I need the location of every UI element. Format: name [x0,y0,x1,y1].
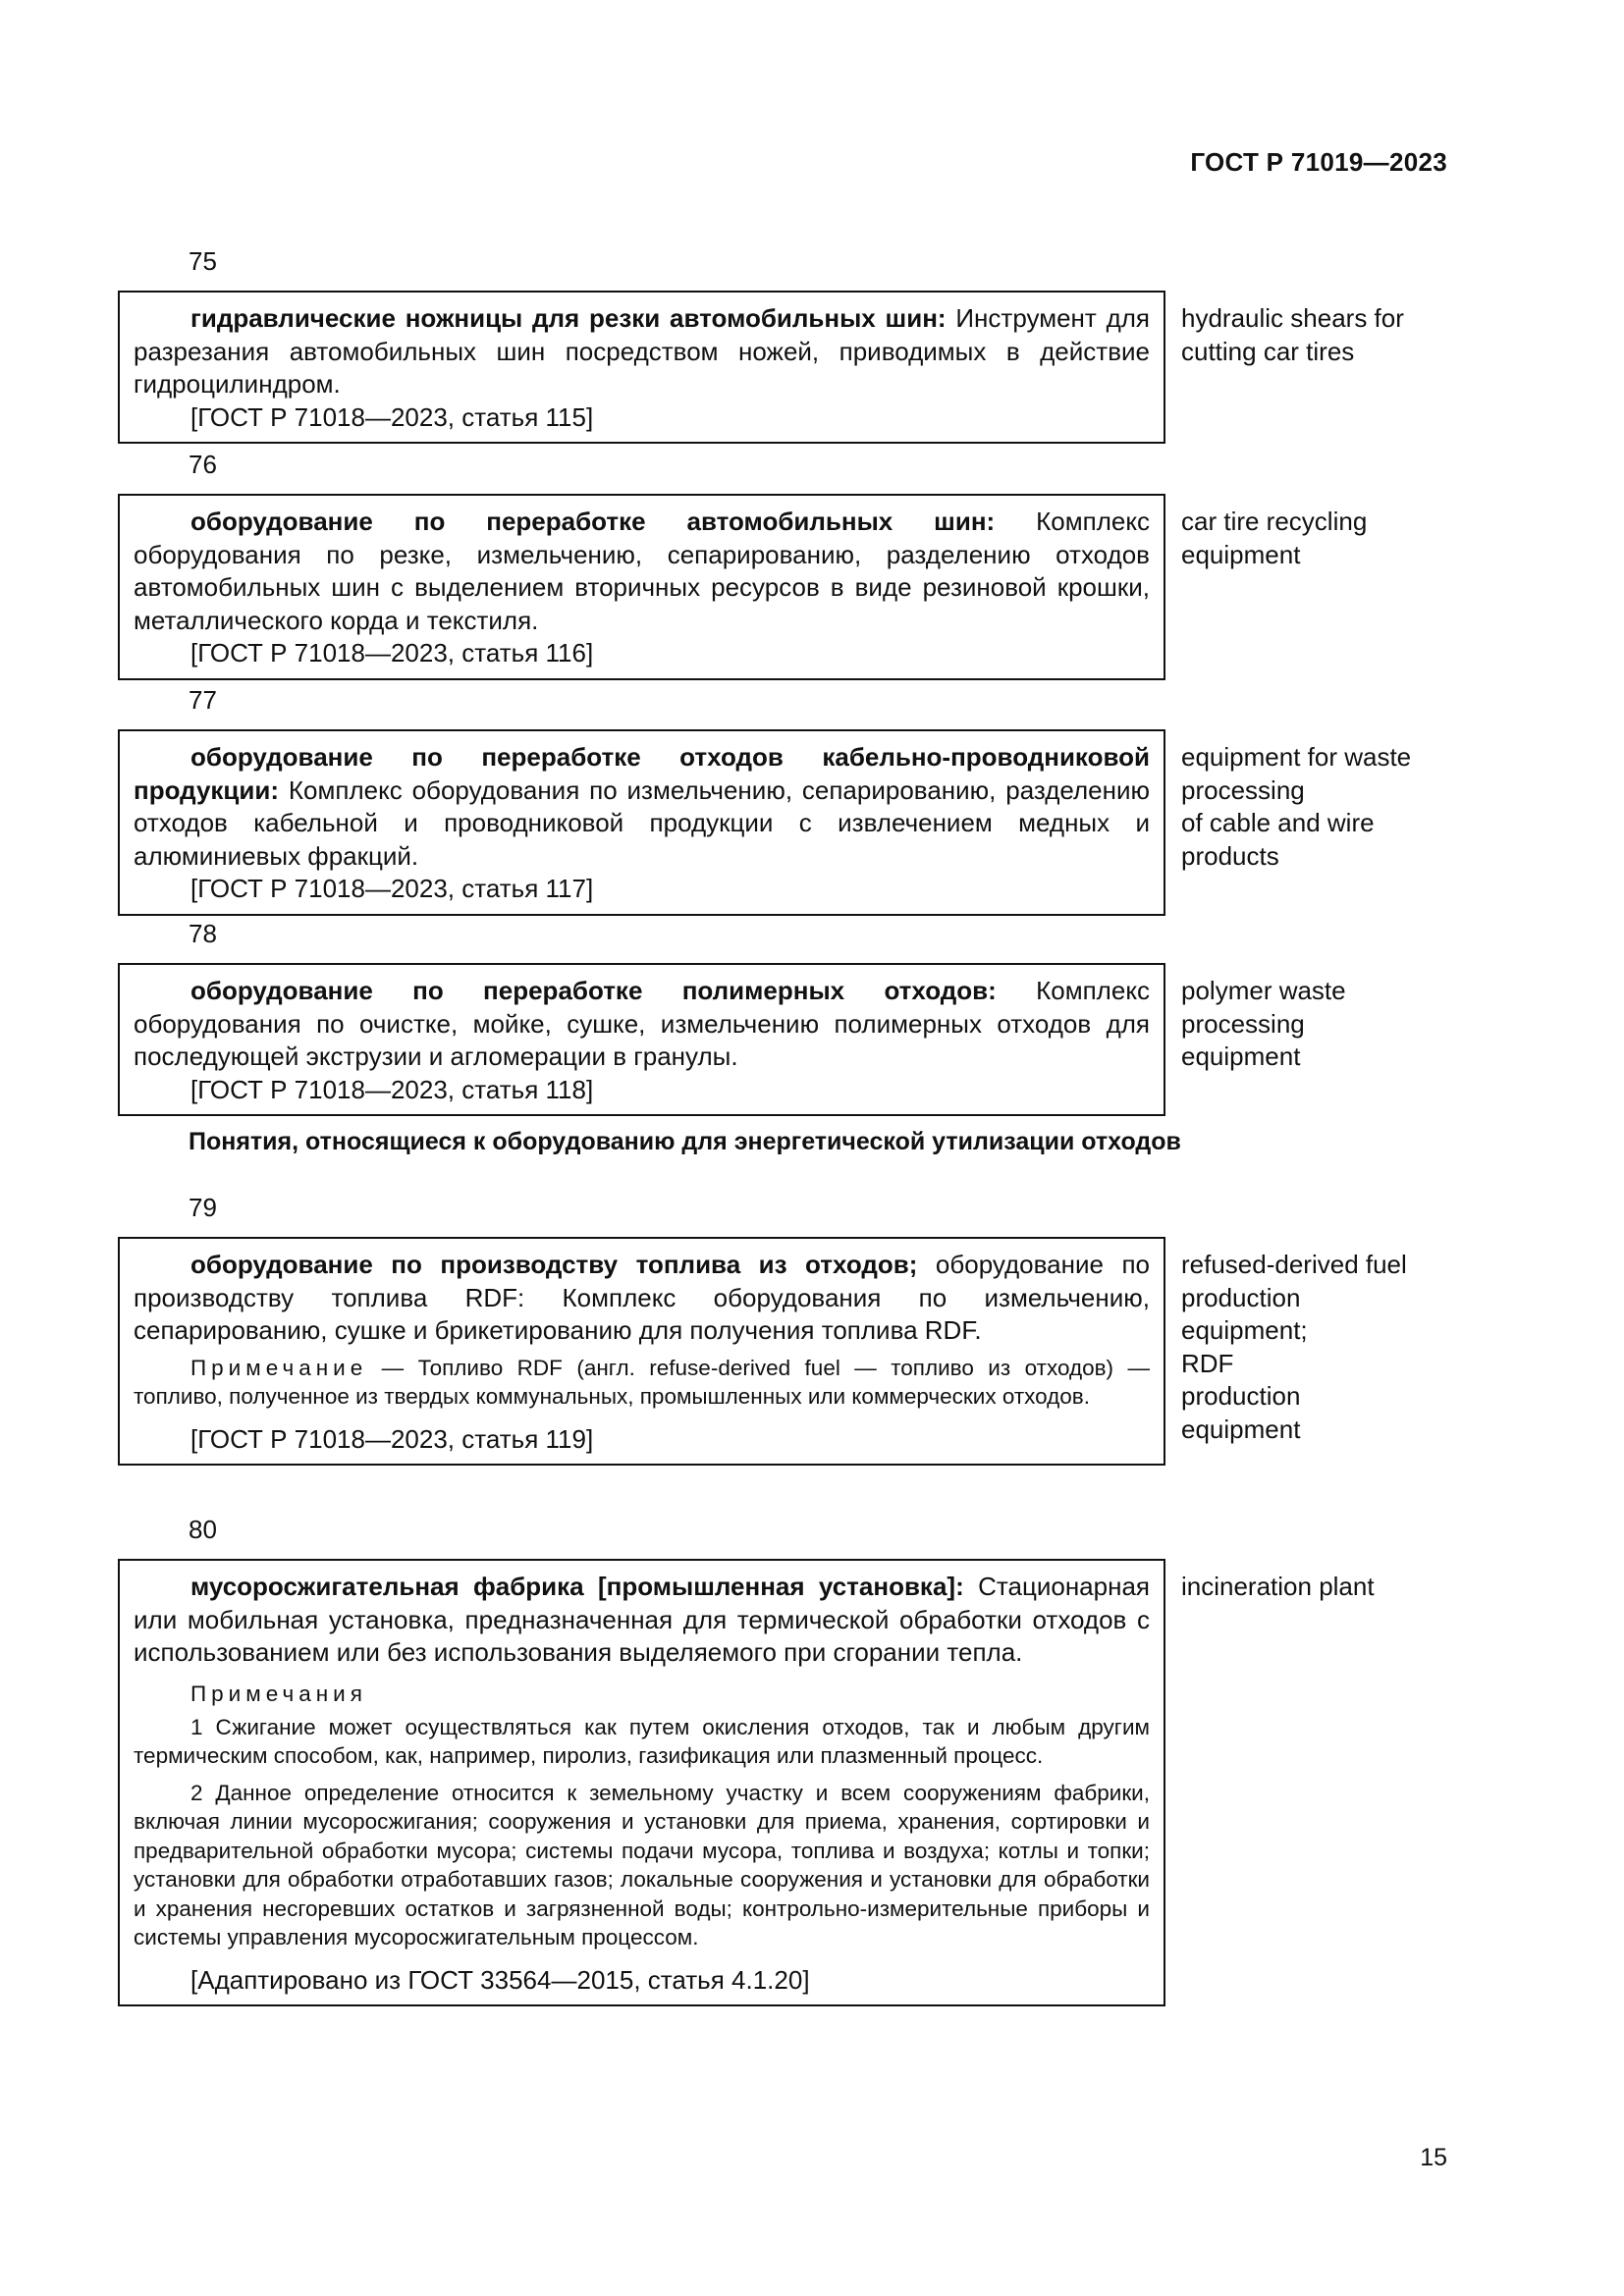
english-line: incineration plant [1181,1572,1375,1601]
definition-text: Комплекс оборудования по резке, измельчению, сепарированию, разделению отходов автомобильных шин с выделением вторичных ресурсов в виде резиновой крошки, металлического корда и текстиля. [134,507,1150,635]
english-equivalent [1181,1559,1466,1604]
source-reference: [ГОСТ Р 71018—2023, статья 117] [190,874,594,903]
entry-number: 76 [189,450,217,479]
definition-paragraph [134,741,1150,873]
definition-box [118,1559,1165,2006]
english-line: RDF [1181,1348,1234,1378]
term: оборудование по переработке полимерных отходов: [190,976,997,1005]
entry-number: 75 [189,246,217,276]
definition-box [118,963,1165,1116]
definition-paragraph [134,506,1150,637]
note-label: Примечание [190,1355,368,1380]
english-line: equipment [1181,539,1301,569]
term-entry-76 [118,451,1473,680]
entry-number: 78 [189,919,217,948]
term-entry-77 [118,686,1473,916]
source-reference: [ГОСТ Р 71018—2023, статья 116] [190,638,594,667]
note-1: 1 Сжигание может осуществляться как путем окисления отходов, так и любым другим термическим способом, как, например, пиролиз, газификация или плазменный процесс. [134,1714,1150,1768]
term-entry-78 [118,920,1473,1116]
english-equivalent [1181,963,1466,1074]
english-line: equipment [1181,1414,1301,1444]
english-line: cutting car tires [1181,336,1355,366]
english-line: equipment; [1181,1315,1308,1345]
english-line: equipment [1181,1041,1301,1071]
definition-text: Инструмент для разрезания автомобильных шин посредством ножей, приводимых в действие гидроцилиндром. [134,303,1150,399]
entry-number: 79 [189,1193,217,1222]
definition-box [118,729,1165,916]
english-line: processing [1181,774,1305,805]
definition-text: Комплекс оборудования по очистке, мойке, сушке, измельчению полимерных отходов для последующей экструзии и агломерации в гранулы. [134,976,1150,1071]
english-line: of cable and wire [1181,808,1375,837]
definition-paragraph [134,975,1150,1074]
definition-paragraph [134,1571,1150,1670]
source-reference: [ГОСТ Р 71018—2023, статья 115] [190,401,594,432]
definition-paragraph [134,302,1150,401]
source-reference: [ГОСТ Р 71018—2023, статья 119] [190,1423,594,1454]
entry-number: 77 [189,685,217,715]
term-entry-79 [118,1194,1473,1466]
english-equivalent [1181,1237,1466,1446]
term: мусоросжигательная фабрика [промышленная установка]: [190,1572,964,1601]
definition-paragraph [134,1249,1150,1348]
definition-text: Комплекс оборудования по измельчению, сепарированию, разделению отходов кабельной и проводниковой продукции с извлечением медных и алюминиевых фракций. [134,774,1150,871]
note-2: 2 Данное определение относится к земельному участку и всем сооружениям фабрики, включая линии мусоросжигания; сооружения и установки для приема, хранения, сортировки и предварительной обработки мусора; системы подачи мусора, топлива и воздуха; котлы и топки; установки для обработки отработавших газов; локальные сооружения и установки для обработки и хранения несгоревших остатков и загрязненной воды; контрольно-измерительные приборы и системы управления мусоросжигательным процессом. [134,1780,1150,1949]
english-line: processing [1181,1008,1305,1039]
entry-number: 80 [189,1515,217,1544]
term-entry-75 [118,247,1473,444]
definition-text: Стационарная или мобильная установка, предназначенная для термической обработки отходов с использованием или без использования выделяемого при сгорании тепла. [134,1572,1150,1667]
term-entry-80 [118,1516,1473,2006]
english-line: car tire recycling [1181,507,1368,536]
english-line: production [1181,1381,1301,1411]
english-line: polymer waste [1181,976,1346,1005]
document-id: ГОСТ Р 71019—2023 [1190,147,1447,177]
english-line: hydraulic shears for [1181,303,1404,333]
term: гидравлические ножницы для резки автомобильных шин: [190,303,947,333]
english-equivalent [1181,729,1466,873]
english-line: production [1181,1282,1301,1312]
english-equivalent [1181,291,1466,368]
english-line: products [1181,840,1279,871]
note-text: — Топливо RDF (англ. refuse-derived fuel — топливо из отходов) — топливо, полученное из твердых коммунальных, промышленных или коммерческих отходов. [134,1355,1150,1409]
definition-box [118,494,1165,680]
english-line: equipment for waste [1181,742,1412,772]
term: оборудование по переработке отходов кабельно-проводниковой продукции: [134,742,1150,805]
notes-heading: Примечания [190,1681,367,1706]
source-reference: [ГОСТ Р 71018—2023, статья 118] [190,1074,594,1104]
definition-box [118,1237,1165,1466]
term: оборудование по переработке автомобильных шин: [190,507,996,536]
note [134,1354,1150,1412]
source-reference: [Адаптировано из ГОСТ 33564—2015, статья 4.1.20] [190,1964,810,1995]
definition-text: оборудование по производству топлива RDF: Комплекс оборудования по измельчению, сепарированию, сушке и брикетированию для получения топлива RDF. [134,1250,1150,1345]
section-title: Понятия, относящиеся к оборудованию для энергетической утилизации отходов [189,1128,1181,1155]
term: оборудование по производству топлива из отходов; [190,1250,918,1279]
definition-box [118,291,1165,444]
page-number: 15 [1420,2144,1447,2171]
english-line: refused-derived fuel [1181,1250,1407,1279]
english-equivalent [1181,494,1466,571]
